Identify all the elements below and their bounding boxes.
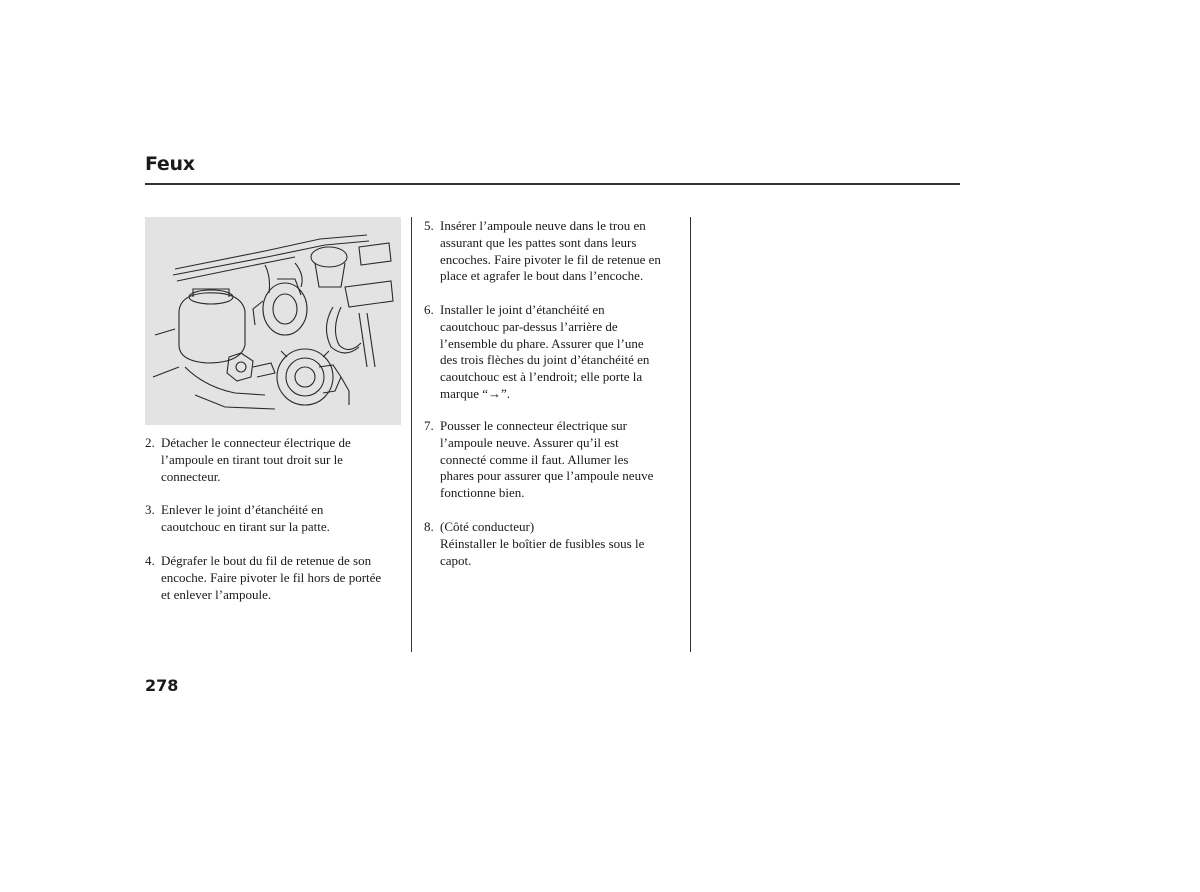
step-number: 2. bbox=[145, 435, 155, 450]
page-number: 278 bbox=[145, 676, 179, 695]
step-number: 8. bbox=[424, 519, 434, 534]
step-number: 3. bbox=[145, 502, 155, 517]
step-text: Détacher le connecteur électrique de l’ampoule en tirant tout droit sur le connecteur. bbox=[161, 435, 351, 484]
header-rule bbox=[145, 183, 960, 185]
step-text: Enlever le joint d’étanchéité en caoutchouc en tirant sur la patte. bbox=[161, 502, 330, 534]
step-text: Installer le joint d’étanchéité en caoutchouc par-dessus l’arrière de l’ensemble du phare. Assurer que l’une des trois flèches du joint d’étanchéité en caoutchouc est à l’endroit; elle porte la marque “→”. bbox=[440, 302, 650, 401]
step-number: 4. bbox=[145, 553, 155, 568]
step-text: (Côté conducteur) Réinstaller le boîtier de fusibles sous le capot. bbox=[440, 519, 645, 568]
step-text: Insérer l’ampoule neuve dans le trou en assurant que les pattes sont dans leurs encoches. Faire pivoter le fil de retenue en place et agrafer le bout dans l’encoche. bbox=[440, 218, 661, 284]
step-number: 6. bbox=[424, 302, 434, 317]
step-number: 5. bbox=[424, 218, 434, 233]
column-divider-right bbox=[690, 217, 691, 652]
engine-bay-drawing bbox=[145, 217, 401, 425]
step-number: 7. bbox=[424, 418, 434, 433]
step-text: Dégrafer le bout du fil de retenue de son encoche. Faire pivoter le fil hors de portée et enlever l’ampoule. bbox=[161, 553, 382, 602]
column-divider-left bbox=[411, 217, 412, 652]
headlight-bulb-illustration bbox=[145, 217, 401, 425]
step-text: Pousser le connecteur électrique sur l’ampoule neuve. Assurer qu’il est connecté comme il faut. Allumer les phares pour assurer que l’ampoule neuve fonctionne bien. bbox=[440, 418, 654, 501]
section-title: Feux bbox=[145, 153, 195, 175]
